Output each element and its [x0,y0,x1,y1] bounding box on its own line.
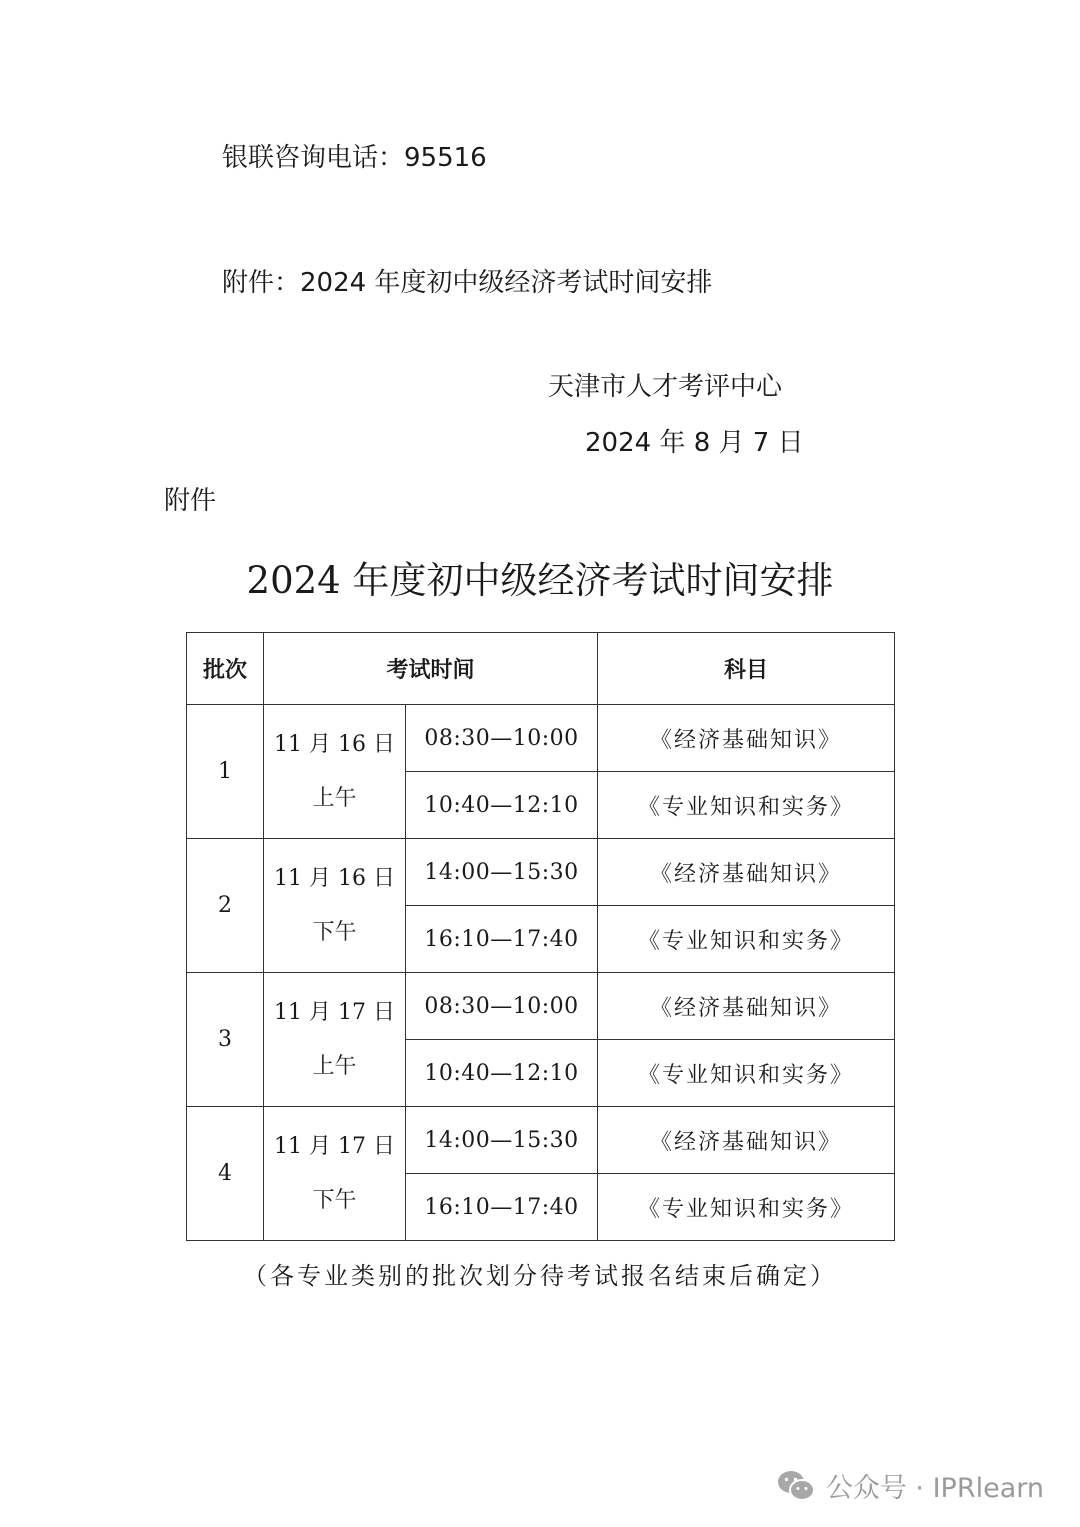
exam-day: 11 月 16 日 [274,731,395,757]
exam-time-slot: 10:40—12:10 [406,772,598,839]
batch-number: 2 [187,839,264,973]
exam-period: 下午 [312,919,357,945]
table-row [187,1107,895,1174]
exam-period: 下午 [312,1187,357,1213]
exam-day: 11 月 16 日 [274,865,395,891]
exam-time-slot: 14:00—15:30 [406,1107,598,1174]
batch-number: 4 [187,1107,264,1241]
exam-subject: 《专业知识和实务》 [598,772,895,839]
exam-time-slot: 10:40—12:10 [406,1040,598,1107]
exam-subject: 《经济基础知识》 [598,1107,895,1174]
header-batch: 批次 [187,633,264,705]
exam-date [264,705,406,839]
exam-date [264,839,406,973]
exam-schedule-table [186,632,895,1241]
batch-number: 1 [187,705,264,839]
header-subject: 科目 [598,633,895,705]
wechat-watermark [776,1466,1044,1505]
exam-time-slot: 16:10—17:40 [406,906,598,973]
exam-date [264,973,406,1107]
exam-subject: 《专业知识和实务》 [598,1174,895,1241]
exam-time-slot: 08:30—10:00 [406,705,598,772]
exam-date [264,1107,406,1241]
exam-period: 上午 [312,1053,357,1079]
attachment-reference: 附件：2024 年度初中级经济考试时间安排 [222,268,713,298]
exam-day: 11 月 17 日 [274,999,395,1025]
exam-day: 11 月 17 日 [274,1133,395,1159]
table-row [187,973,895,1040]
header-exam-time: 考试时间 [264,633,598,705]
exam-subject: 《经济基础知识》 [598,705,895,772]
wechat-icon [776,1469,816,1503]
attachment-label: 附件 [164,486,217,516]
document-title: 2024 年度初中级经济考试时间安排 [246,559,834,602]
exam-subject: 《经济基础知识》 [598,973,895,1040]
exam-time-slot: 14:00—15:30 [406,839,598,906]
document-date: 2024 年 8 月 7 日 [585,428,804,458]
table-row [187,839,895,906]
batch-number: 3 [187,973,264,1107]
exam-period: 上午 [312,785,357,811]
organization-signature: 天津市人才考评中心 [548,372,783,402]
exam-time-slot: 08:30—10:00 [406,973,598,1040]
table-header-row [187,633,895,705]
table-row [187,705,895,772]
table-footnote: （各专业类别的批次划分待考试报名结束后确定） [243,1262,837,1290]
hotline-text: 银联咨询电话：95516 [222,143,487,173]
exam-time-slot: 16:10—17:40 [406,1174,598,1241]
exam-subject: 《经济基础知识》 [598,839,895,906]
exam-subject: 《专业知识和实务》 [598,1040,895,1107]
watermark-text: 公众号 · IPRlearn [825,1473,1044,1504]
exam-subject: 《专业知识和实务》 [598,906,895,973]
